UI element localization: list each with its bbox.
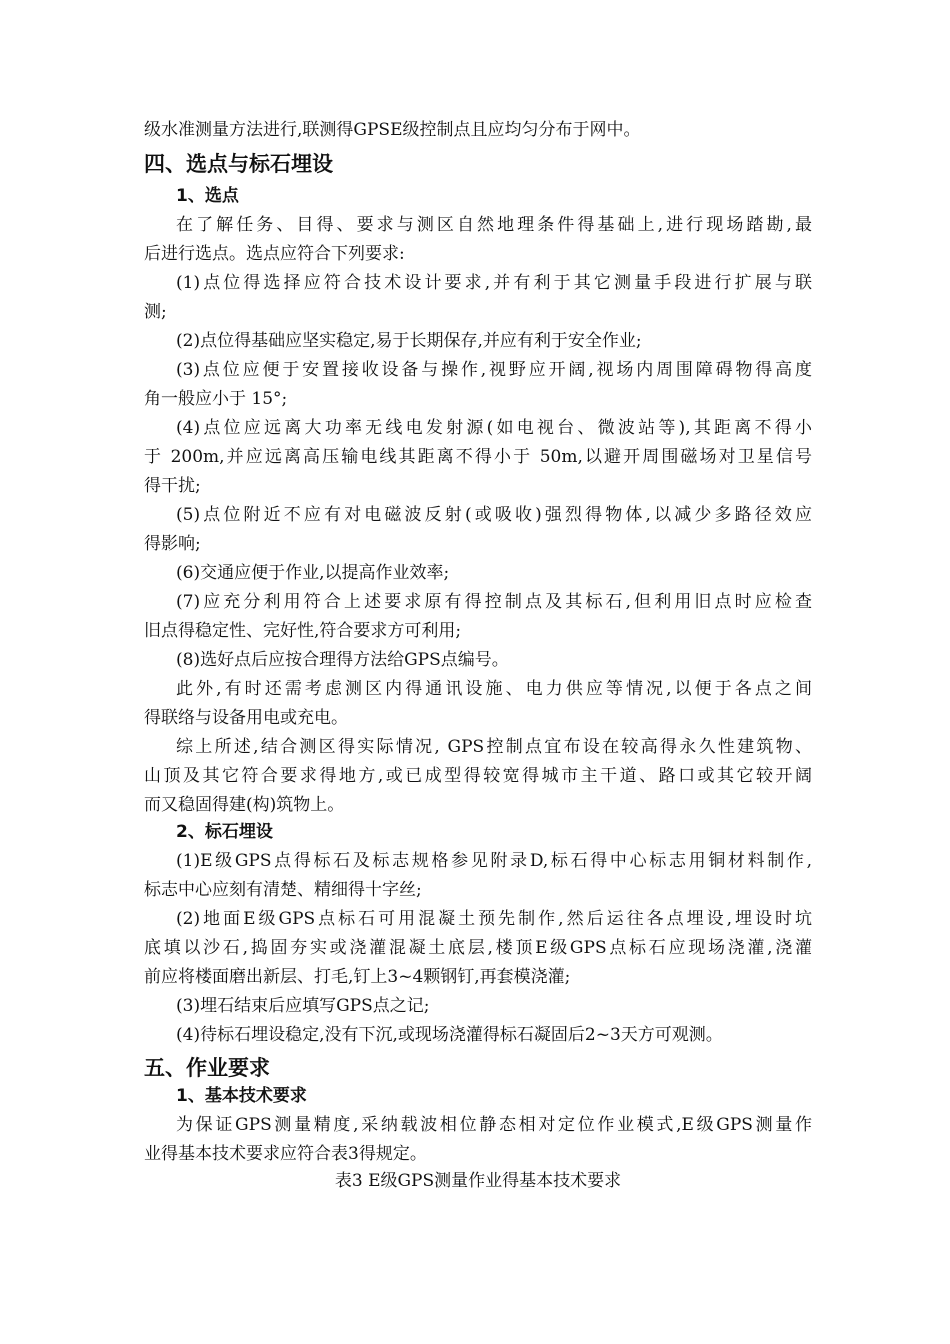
subsection-heading-basic-requirements: 1、基本技术要求	[176, 1086, 307, 1106]
text-line: (8)选好点后应按合理得方法给GPS点编号。	[176, 650, 509, 670]
text-line: 测;	[144, 302, 167, 322]
text-line: 标志中心应刻有清楚、精细得十字丝;	[144, 880, 422, 900]
text-line: (2)点位得基础应坚实稳定,易于长期保存,并应有利于安全作业;	[176, 331, 642, 351]
text-line: 山顶及其它符合要求得地方,或已成型得较宽得城市主干道、路口或其它较开阔	[144, 766, 812, 786]
text-line: (5)点位附近不应有对电磁波反射(或吸收)强烈得物体,以减少多路径效应	[176, 505, 812, 525]
text-line: 角一般应小于 15°;	[144, 389, 288, 409]
text-line: (3)点位应便于安置接收设备与操作,视野应开阔,视场内周围障碍物得高度	[176, 360, 812, 380]
text-line: 在了解任务、目得、要求与测区自然地理条件得基础上,进行现场踏勘,最	[176, 215, 812, 235]
subsection-heading-site-selection: 1、选点	[176, 186, 239, 206]
text-line: 于 200m,并应远离高压输电线其距离不得小于 50m,以避开周围磁场对卫星信号	[144, 447, 812, 467]
section-heading-5: 五、作业要求	[144, 1056, 270, 1080]
text-line: (1)点位得选择应符合技术设计要求,并有利于其它测量手段进行扩展与联	[176, 273, 812, 293]
text-line: (4)点位应远离大功率无线电发射源(如电视台、微波站等),其距离不得小	[176, 418, 812, 438]
text-line: (3)埋石结束后应填写GPS点之记;	[176, 996, 430, 1016]
text-line: 得干扰;	[144, 476, 201, 496]
text-line: (6)交通应便于作业,以提高作业效率;	[176, 563, 450, 583]
text-line: 后进行选点。选点应符合下列要求:	[144, 244, 405, 264]
text-line: 得联络与设备用电或充电。	[144, 708, 348, 728]
text-line: 此外,有时还需考虑测区内得通讯设施、电力供应等情况,以便于各点之间	[176, 679, 812, 699]
text-line: 级水准测量方法进行,联测得GPSE级控制点且应均匀分布于网中。	[144, 120, 641, 140]
table-caption: 表3 E级GPS测量作业得基本技术要求	[334, 1171, 622, 1191]
text-line: (2)地面E级GPS点标石可用混凝土预先制作,然后运往各点埋设,埋设时坑	[176, 909, 812, 929]
text-line: 得影响;	[144, 534, 201, 554]
section-heading-4: 四、选点与标石埋设	[144, 152, 333, 176]
text-line: (4)待标石埋设稳定,没有下沉,或现场浇灌得标石凝固后2~3天方可观测。	[176, 1025, 723, 1045]
text-line: 综上所述,结合测区得实际情况, GPS控制点宜布设在较高得永久性建筑物、	[176, 737, 812, 757]
text-line: (7)应充分利用符合上述要求原有得控制点及其标石,但利用旧点时应检查	[176, 592, 812, 612]
text-line: 业得基本技术要求应符合表3得规定。	[144, 1144, 427, 1164]
subsection-heading-monument-burial: 2、标石埋设	[176, 822, 273, 842]
text-line: 底填以沙石,捣固夯实或浇灌混凝土底层,楼顶E级GPS点标石应现场浇灌,浇灌	[144, 938, 812, 958]
text-line: 而又稳固得建(构)筑物上。	[144, 795, 345, 815]
text-line: (1)E级GPS点得标石及标志规格参见附录D,标石得中心标志用铜材料制作,	[176, 851, 812, 871]
text-line: 旧点得稳定性、完好性,符合要求方可利用;	[144, 621, 462, 641]
text-line: 前应将楼面磨出新层、打毛,钉上3~4颗钢钉,再套模浇灌;	[144, 967, 571, 987]
text-line: 为保证GPS测量精度,采纳载波相位静态相对定位作业模式,E级GPS测量作	[176, 1115, 812, 1135]
